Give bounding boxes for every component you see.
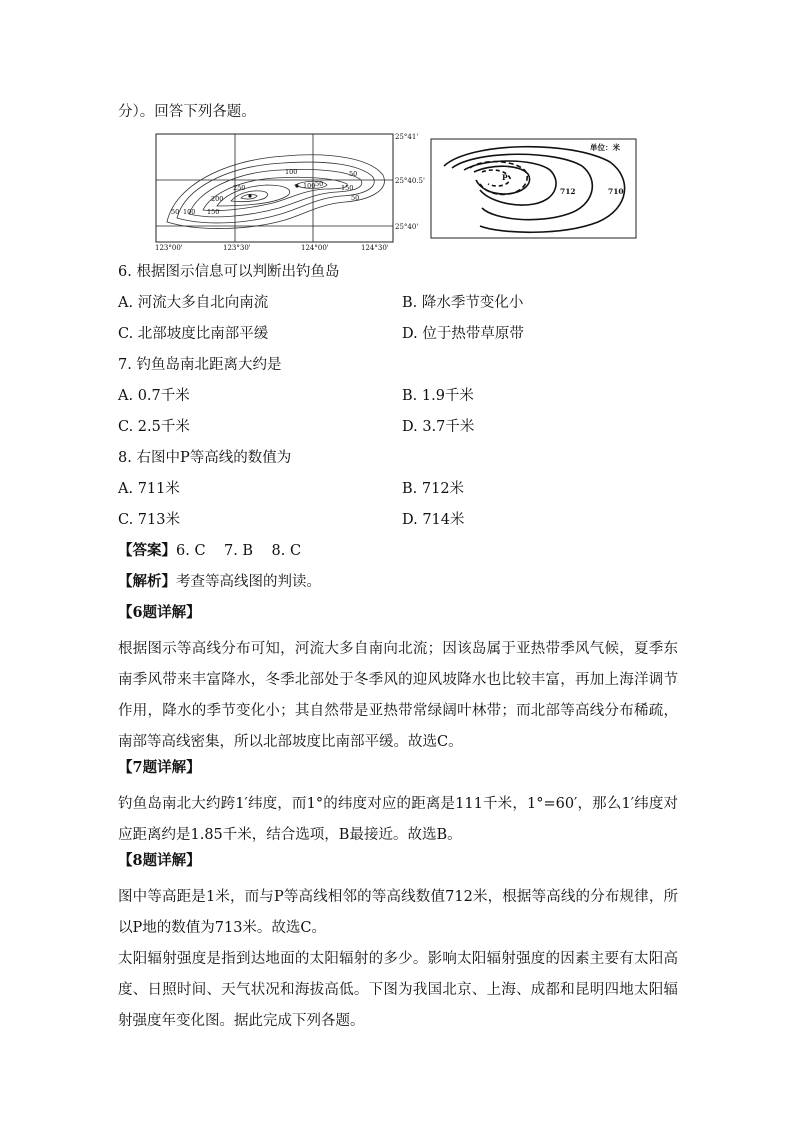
lon-label: 123°30' [223,244,251,252]
intro-tail: 分）。回答下列各题。 [118,104,256,120]
analysis-label: 【解析】 [118,573,176,590]
contour-label: 50 [315,180,324,188]
lon-label: 124°00' [301,244,329,252]
contour-label-710: 710 [608,187,624,196]
contour-label: 100 [303,182,316,190]
q8-option-a: A. 711米 [118,481,180,497]
detail8-heading: 【8题详解】 [118,852,201,869]
lat-label: 25°40.5' [395,177,425,185]
q7-option-b: B. 1.9千米 [402,388,474,404]
q7-option-c: C. 2.5千米 [118,419,190,435]
q7-option-a: A. 0.7千米 [118,388,190,404]
lon-label: 123°00' [155,244,183,252]
detail7-text: 钓鱼岛南北大约跨1′纬度，而1°的纬度对应的距离是111千米，1°=60′，那么1′纬度对应距离约是1.85千米，结合选项，B最接近。故选B。 [118,796,678,843]
detail6-text: 根据图示等高线分布可知，河流大多自南向北流；因该岛属于亚热带季风气候，夏季东南季风带来丰富降水，冬季北部处于冬季风的迎风坡降水也比较丰富，再加上海洋调节作用，降水的季节变化小；其自然带是亚热带常绿阔叶林带；而北部等高线分布稀疏，南部等高线密集，所以北部坡度比南部平缓。故选C。 [118,641,678,750]
q8-option-b: B. 712米 [402,481,465,497]
unit-label: 单位：米 [590,143,620,152]
contour-label: 100 [183,208,196,216]
answer-line [118,541,678,561]
q7-option-d: D. 3.7千米 [402,419,475,435]
contour-label: 150 [207,208,220,216]
q8-stem: 8. 右图中P等高线的数值为 [118,450,292,466]
contour-label-712: 712 [560,187,576,196]
q6-option-b: B. 降水季节变化小 [402,295,524,311]
detail6-heading: 【6题详解】 [118,604,201,621]
contour-label: 50 [351,194,360,202]
q6-stem: 6. 根据图示信息可以判断出钓鱼岛 [118,264,340,280]
contour-label: 250 [233,184,246,192]
contour-label: 50 [171,208,180,216]
q6-option-d: D. 位于热带草原带 [402,326,524,342]
analysis-line [118,572,678,592]
analysis-text: 考查等高线图的判读。 [176,574,321,590]
island-contour-map [155,130,425,252]
q6-option-a: A. 河流大多自北向南流 [118,295,269,311]
contour-label: 200 [211,195,224,203]
lat-label: 25°40' [395,223,419,231]
next-intro-text: 太阳辐射强度是指到达地面的太阳辐射的多少。影响太阳辐射强度的因素主要有太阳高度、日照时间、天气状况和海拔高低。下图为我国北京、上海、成都和昆明四地太阳辐射强度年变化图。据此完成下列各题。 [118,951,678,1029]
lon-label: 124°30' [361,244,389,252]
q6-option-c: C. 北部坡度比南部平缓 [118,326,269,342]
contour-label: 150 [341,184,354,192]
point-p-label: P [502,173,508,182]
q8-option-d: D. 714米 [402,512,465,528]
contour-detail-map [430,138,638,240]
contour-label: 50 [349,170,358,178]
q7-stem: 7. 钓鱼岛南北距离大约是 [118,357,282,373]
contour-label: 100 [285,168,298,176]
q8-option-c: C. 713米 [118,512,180,528]
answer-label: 【答案】 [118,542,176,559]
answer-text: 6. C 7. B 8. C [176,543,302,559]
lat-label: 25°41' [395,133,419,141]
detail7-heading: 【7题详解】 [118,759,201,776]
detail8-text: 图中等高距是1米，而与P等高线相邻的等高线数值712米，根据等高线的分布规律，所以P地的数值为713米。故选C。 [118,889,678,936]
